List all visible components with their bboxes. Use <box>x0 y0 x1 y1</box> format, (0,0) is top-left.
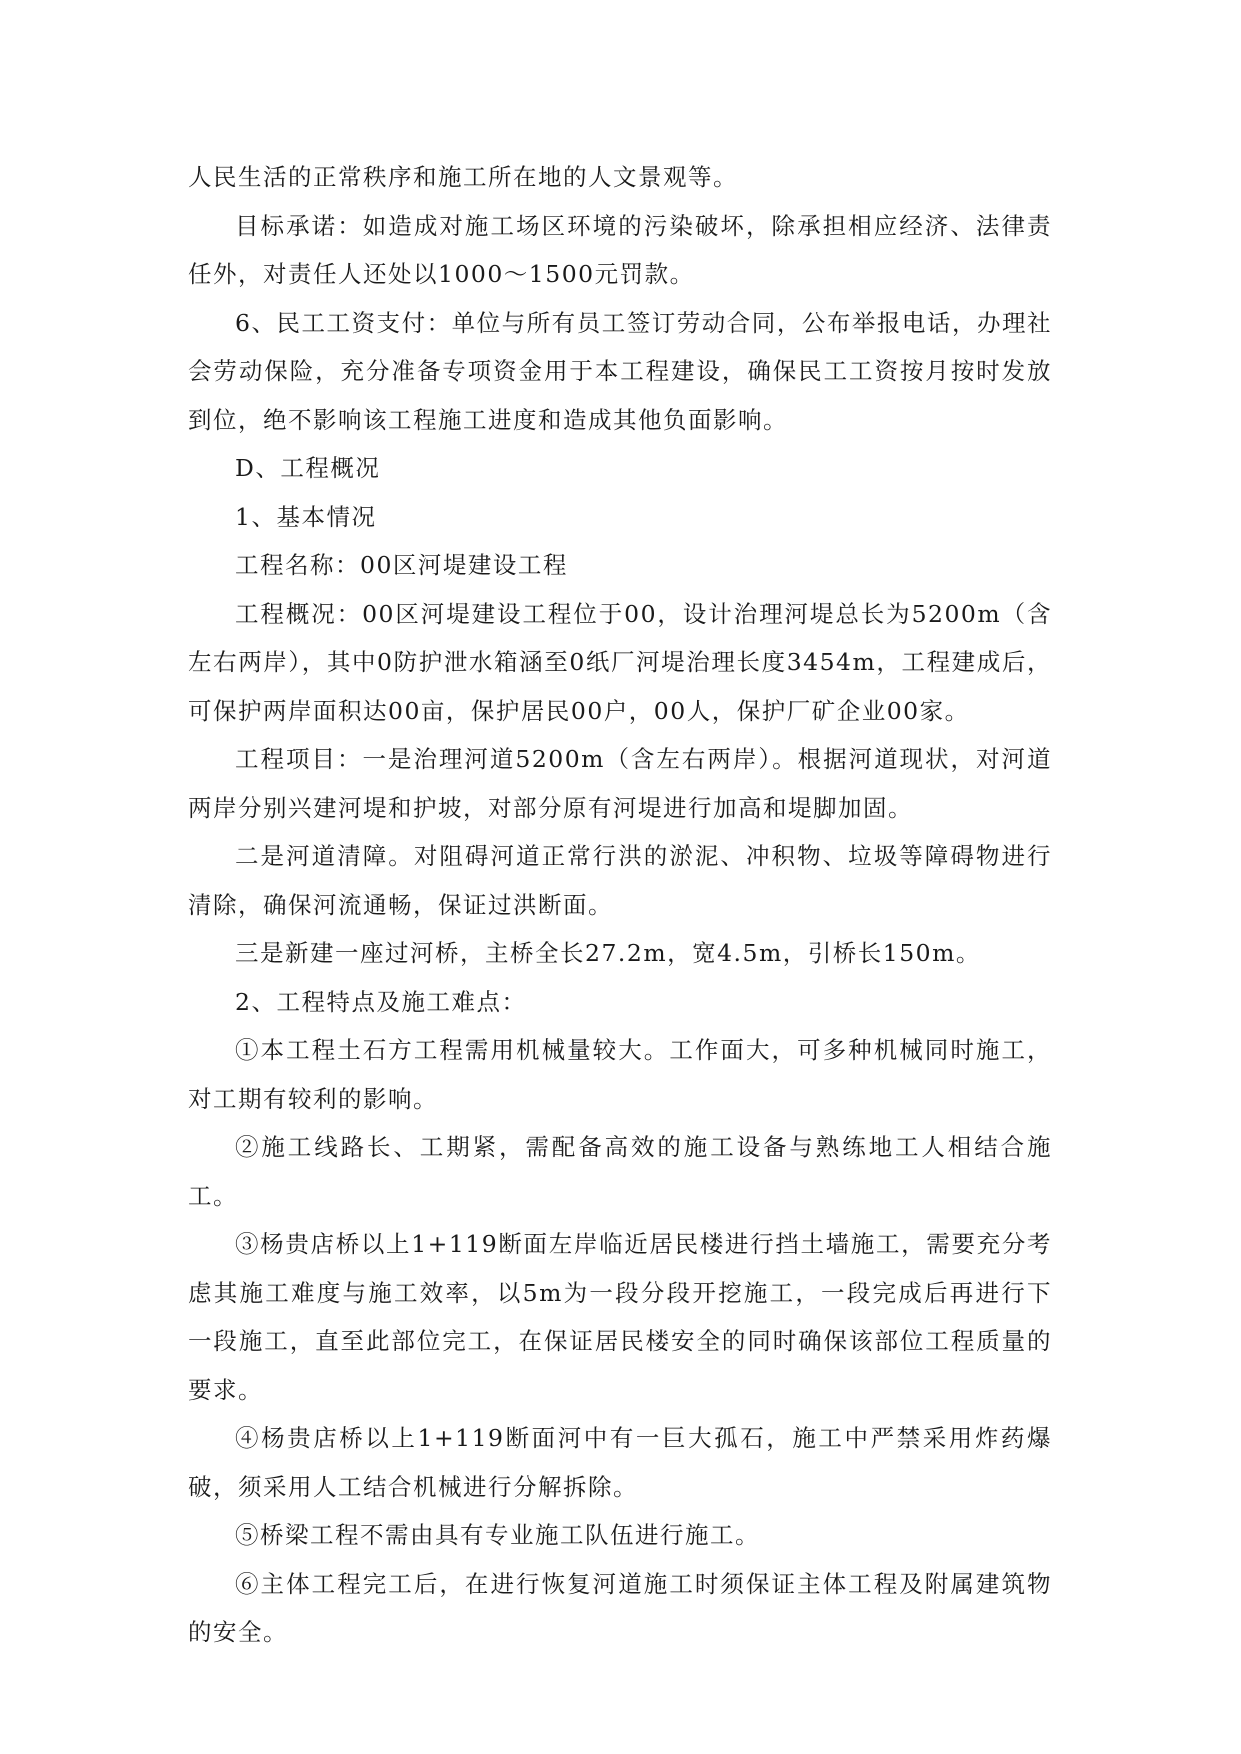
list-item-6: ⑥主体工程完工后，在进行恢复河道施工时须保证主体工程及附属建筑物的安全。 <box>188 1569 1052 1646</box>
list-item-4: ④杨贵店桥以上1+119断面河中有一巨大孤石，施工中严禁采用炸药爆破，须采用人工结合机械进行分解拆除。 <box>188 1424 1052 1501</box>
paragraph-project-items: 工程项目：一是治理河道5200m（含左右两岸）。根据河道现状，对河道两岸分别兴建河堤和护坡，对部分原有河堤进行加高和堤脚加固。 <box>188 745 1052 822</box>
paragraph-continuation: 人民生活的正常秩序和施工所在地的人文景观等。 <box>188 163 738 191</box>
section-heading-project-overview: D、工程概况 <box>235 454 381 482</box>
paragraph-wage-payment: 6、民工工资支付：单位与所有员工签订劳动合同，公布举报电话，办理社会劳动保险，充分准备专项资金用于本工程建设，确保民工工资按月按时发放到位，绝不影响该工程施工进度和造成其他负面影响。 <box>188 308 1052 434</box>
list-item-3: ③杨贵店桥以上1+119断面左岸临近居民楼进行挡土墙施工，需要充分考虑其施工难度与施工效率，以5m为一段分段开挖施工，一段完成后再进行下一段施工，直至此部位完工，在保证居民楼安全的同时确保该部位工程质量的要求。 <box>188 1230 1052 1404</box>
list-item-1: ①本工程土石方工程需用机械量较大。工作面大，可多种机械同时施工，对工期有较利的影响。 <box>188 1036 1052 1113</box>
list-item-5: ⑤桥梁工程不需由具有专业施工队伍进行施工。 <box>235 1521 760 1549</box>
list-item-2: ②施工线路长、工期紧，需配备高效的施工设备与熟练地工人相结合施工。 <box>188 1133 1052 1210</box>
paragraph-project-overview: 工程概况：00区河堤建设工程位于00，设计治理河堤总长为5200m（含左右两岸），其中0防护泄水箱涵至0纸厂河堤治理长度3454m，工程建成后，可保护两岸面积达00亩，保护居民00户，00人，保护厂矿企业00家。 <box>188 599 1052 725</box>
document-page <box>188 153 1052 1657</box>
paragraph-target-commitment: 目标承诺：如造成对施工场区环境的污染破坏，除承担相应经济、法律责任外，对责任人还处以1000～1500元罚款。 <box>188 211 1052 288</box>
subsection-heading-features-difficulties: 2、工程特点及施工难点： <box>235 987 527 1016</box>
paragraph-new-bridge: 三是新建一座过河桥，主桥全长27.2m，宽4.5m，引桥长150m。 <box>235 939 981 967</box>
paragraph-project-name: 工程名称：00区河堤建设工程 <box>235 551 568 579</box>
paragraph-channel-clearing: 二是河道清障。对阻碍河道正常行洪的淤泥、冲积物、垃圾等障碍物进行清除，确保河流通畅，保证过洪断面。 <box>188 842 1052 919</box>
subsection-heading-basic-info: 1、基本情况 <box>235 502 377 531</box>
